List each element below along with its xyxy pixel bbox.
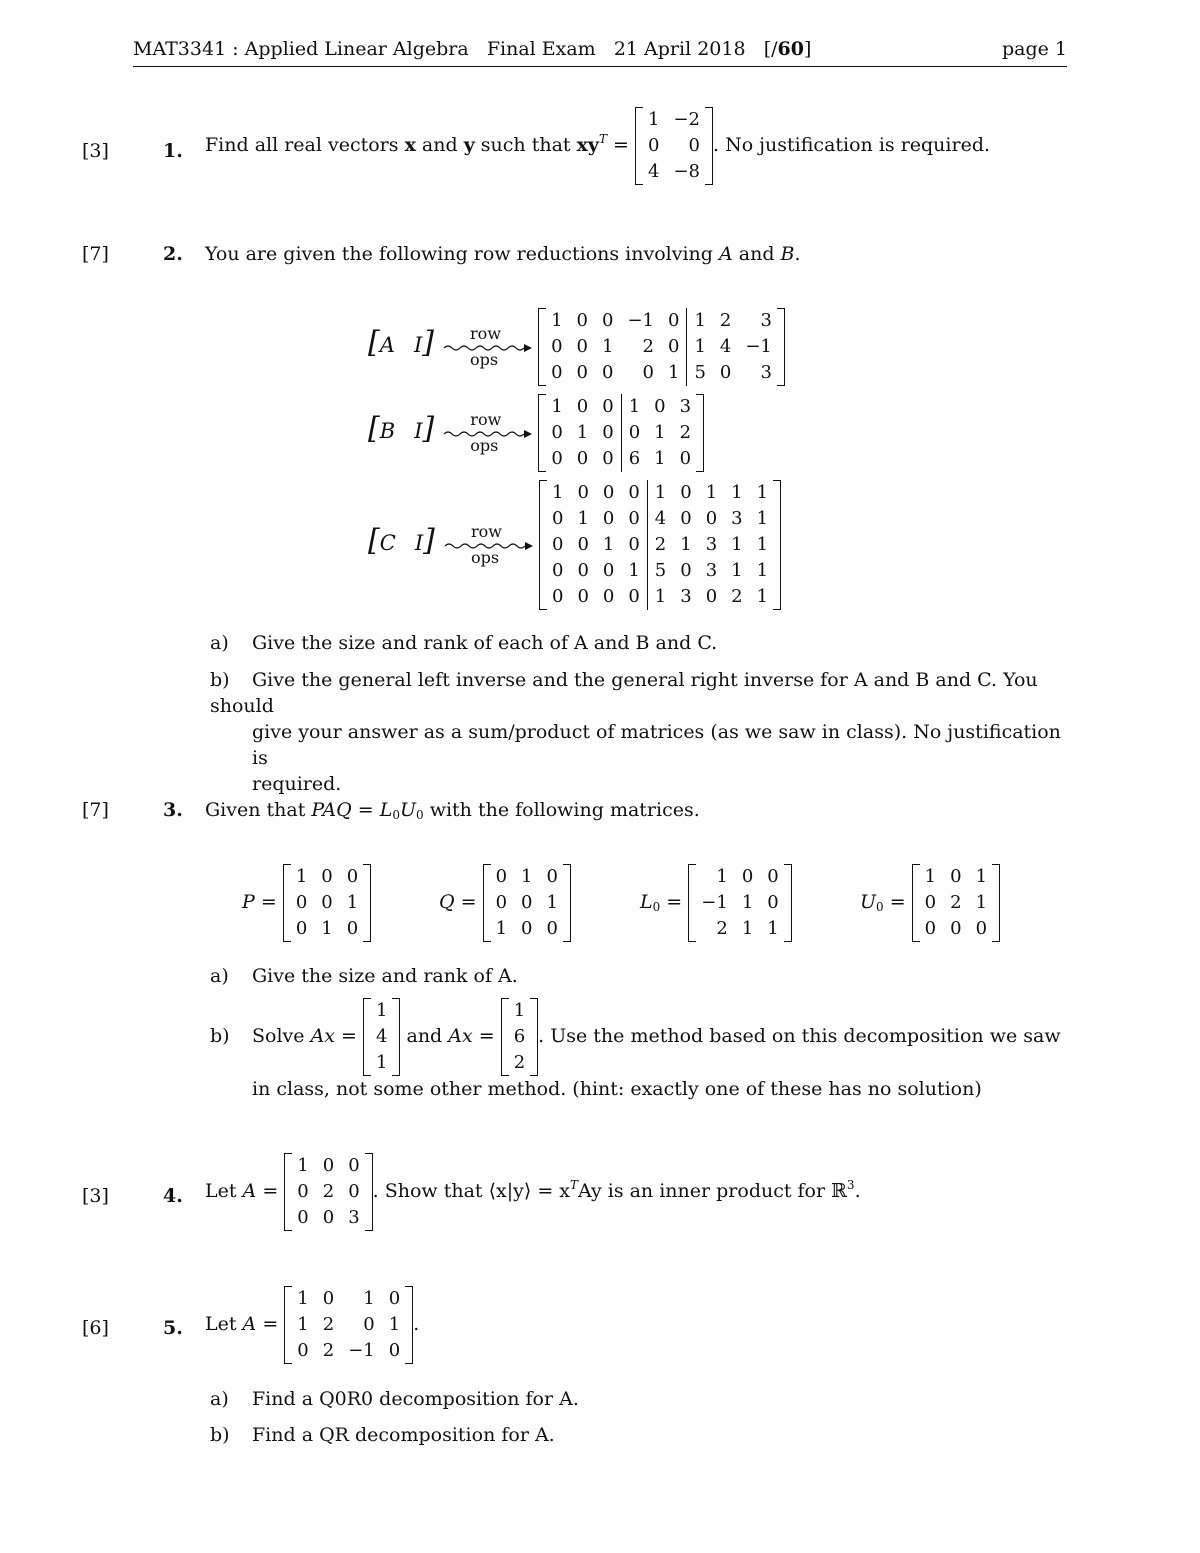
matrix-row xyxy=(641,107,707,133)
matrix-entry: 2 xyxy=(322,1181,335,1202)
matrix-row xyxy=(290,1312,407,1338)
matrix-entry: 0 xyxy=(705,586,718,607)
matrix-entry: 0 xyxy=(551,508,564,529)
matrix-entry: 1 xyxy=(297,1314,309,1335)
matrix-row xyxy=(641,133,707,159)
matrix-entry: 1 xyxy=(551,482,564,503)
matrix-entry: 1 xyxy=(363,1288,375,1309)
bracket-right xyxy=(777,308,785,386)
matrix-entry: 0 xyxy=(741,866,754,887)
bracket-left xyxy=(538,308,546,386)
matrix-entry: 0 xyxy=(297,1181,309,1202)
exam-title: Final Exam xyxy=(486,38,596,60)
matrix-entry: 0 xyxy=(322,1207,335,1228)
matrix-entry: 1 xyxy=(756,508,769,529)
matrix-row xyxy=(694,890,785,916)
matrix-entry: 0 xyxy=(495,892,508,913)
matrix-entry: 0 xyxy=(322,1155,335,1176)
matrix-entry: 0 xyxy=(667,310,680,331)
q1-statement: Find all real vectors x and y such that $xy^T$ = 1 −2 0 0 4 −8 . No justification is required. xyxy=(205,107,990,185)
q3-part-b-line2: in class, not some other method. (hint: exactly one of these has no solution) xyxy=(252,1078,982,1100)
matrix-row xyxy=(545,584,775,610)
matrix-entry: 1 xyxy=(495,918,508,939)
matrix-entry: 3 xyxy=(760,310,772,331)
header-course-info xyxy=(133,38,811,60)
matrix-entry: 0 xyxy=(521,918,533,939)
matrix-entry: 0 xyxy=(601,310,614,331)
matrix-row xyxy=(290,1153,366,1179)
matrix-row xyxy=(918,864,994,890)
matrix-entry: 0 xyxy=(576,362,588,383)
matrix-entry: 0 xyxy=(546,866,558,887)
bracket-left xyxy=(539,480,547,610)
bracket-left xyxy=(483,864,491,942)
matrix-entry: 1 xyxy=(376,1000,388,1021)
matrix-entry: 1 xyxy=(321,918,333,939)
matrix-entry: 2 xyxy=(950,892,962,913)
matrix-B-reduced xyxy=(538,394,704,472)
bracket-right xyxy=(405,1286,413,1364)
bracket-left xyxy=(284,1286,292,1364)
matrix-entry: 0 xyxy=(321,866,333,887)
matrix-entry: 1 xyxy=(731,482,743,503)
matrix-entry: 0 xyxy=(551,560,564,581)
matrix-entry: 0 xyxy=(495,866,508,887)
matrix-entry: 1 xyxy=(647,109,660,130)
matrix-entry: 1 xyxy=(521,866,533,887)
matrix-entry: 0 xyxy=(521,892,533,913)
q3-part-b: b) Solve Ax = 1 4 1 and Ax = 1 6 2 . Use the method based on this decomposition we saw xyxy=(210,998,1061,1076)
bracket-right xyxy=(563,864,571,942)
matrix-entry: 3 xyxy=(680,586,692,607)
matrix-row xyxy=(918,916,994,942)
q5-matrix xyxy=(284,1286,413,1364)
matrix-row xyxy=(289,890,365,916)
matrix-entry: 0 xyxy=(679,448,692,469)
matrix-entry: 1 xyxy=(654,448,666,469)
bracket-left xyxy=(688,864,696,942)
matrix-entry: 1 xyxy=(297,1155,309,1176)
q4-statement: Let A = 1 0 0 0 2 0 0 0 3 . Show that ⟨x|y⟩ = $x^TAy$ is an inner product for ℝ$^3$. xyxy=(205,1153,861,1231)
q2-part-a: a) Give the size and rank of each of A and B and C. xyxy=(210,632,718,654)
matrix-entry: 4 xyxy=(376,1026,388,1047)
q2-points: [7] xyxy=(82,243,109,265)
matrix-row xyxy=(289,864,365,890)
matrix-entry: 1 xyxy=(297,1288,309,1309)
matrix-entry: 1 xyxy=(756,586,769,607)
matrix-row xyxy=(507,1050,532,1076)
matrix-row xyxy=(544,308,779,334)
q3-points: [7] xyxy=(82,799,109,821)
matrix-entry: 0 xyxy=(551,586,564,607)
matrix-entry: 1 xyxy=(577,508,589,529)
matrix-entry: 1 xyxy=(346,892,359,913)
matrix-entry: 1 xyxy=(388,1314,401,1335)
row-reduction-A: [A I] row ops 1 0 0 −1 0 1 2 3 0 0 1 2 0 1 4 −1 0 0 0 0 1 5 0 3 xyxy=(368,308,785,386)
matrix-entry: 0 xyxy=(924,892,937,913)
matrix-entry: 0 xyxy=(680,508,692,529)
matrix-row xyxy=(544,420,698,446)
row-ops-arrow-icon: row ops xyxy=(440,408,532,458)
matrix-row xyxy=(507,1024,532,1050)
exam-total: [/60] xyxy=(763,38,812,60)
q3-number: 3. xyxy=(163,799,183,821)
matrix-entry: 5 xyxy=(647,558,673,584)
matrix-entry: 1 xyxy=(716,866,728,887)
bracket-left xyxy=(538,394,546,472)
matrix-entry: 2 xyxy=(719,310,732,331)
matrix-entry: 1 xyxy=(975,866,988,887)
matrix-row xyxy=(289,916,365,942)
q5-statement: Let A = 1 0 1 0 1 2 0 1 0 2 −1 0 . xyxy=(205,1286,419,1364)
matrix-entry: 6 xyxy=(621,446,647,472)
matrix-entry: 3 xyxy=(705,534,718,555)
matrix-entry: 1 xyxy=(756,560,769,581)
matrix-entry: 0 xyxy=(297,1207,309,1228)
matrix-entry: 0 xyxy=(546,918,558,939)
matrix-entry: 1 xyxy=(687,334,713,360)
q2-statement: You are given the following row reductions involving A and B. xyxy=(205,243,801,265)
matrix-entry: 2 xyxy=(642,336,654,357)
matrix-entry: 1 xyxy=(295,866,308,887)
matrix-entry: 0 xyxy=(602,508,615,529)
q4-number: 4. xyxy=(163,1185,183,1207)
matrix-entry: 0 xyxy=(601,362,614,383)
matrix-entry: 1 xyxy=(513,1000,526,1021)
matrix-row xyxy=(545,506,775,532)
matrix-row xyxy=(545,532,775,558)
matrix-entry: 1 xyxy=(767,918,779,939)
matrix-entry: −1 xyxy=(348,1340,375,1361)
matrix-row xyxy=(489,916,565,942)
matrix-entry: 0 xyxy=(295,918,308,939)
q3-matrix-L0: $L_0$ = 1 0 0 −1 1 0 2 1 1 xyxy=(640,864,792,942)
bracket-right xyxy=(696,394,704,472)
matrix-entry: 0 xyxy=(551,362,563,383)
row-reduction-B: [B I] row ops 1 0 0 1 0 3 0 1 0 0 1 2 0 0 0 6 1 0 xyxy=(368,394,704,472)
matrix-entry: −1 xyxy=(627,310,654,331)
matrix-row xyxy=(694,864,785,890)
course-title: MAT3341 : Applied Linear Algebra xyxy=(133,38,469,60)
matrix-entry: 1 xyxy=(741,892,754,913)
matrix-entry: 0 xyxy=(680,482,692,503)
matrix-entry: 2 xyxy=(716,918,728,939)
matrix-entry: 0 xyxy=(767,866,779,887)
bracket-right xyxy=(705,107,713,185)
matrix-entry: 3 xyxy=(760,362,772,383)
matrix-row xyxy=(290,1205,366,1231)
matrix-entry: 2 xyxy=(322,1340,335,1361)
matrix-entry: 4 xyxy=(647,161,660,182)
matrix-entry: 0 xyxy=(647,135,660,156)
matrix-entry: 0 xyxy=(551,422,563,443)
matrix-row xyxy=(507,998,532,1024)
matrix-entry: 2 xyxy=(731,586,743,607)
matrix-entry: 1 xyxy=(741,918,754,939)
matrix-entry: 0 xyxy=(348,1181,360,1202)
matrix-entry: 0 xyxy=(551,534,564,555)
q3-matrix-P: P = 1 0 0 0 0 1 0 1 0 xyxy=(242,864,371,942)
matrix-row xyxy=(369,1024,394,1050)
matrix-entry: 0 xyxy=(576,310,588,331)
q1-matrix xyxy=(635,107,713,185)
matrix-entry: 0 xyxy=(602,560,615,581)
bracket-right xyxy=(363,864,371,942)
matrix-entry: −2 xyxy=(673,109,700,130)
matrix-entry: 0 xyxy=(346,918,359,939)
matrix-entry: 0 xyxy=(628,586,640,607)
matrix-entry: 5 xyxy=(687,360,713,386)
q4-points: [3] xyxy=(82,1185,109,1207)
matrix-row xyxy=(489,890,565,916)
matrix-entry: 1 xyxy=(628,560,640,581)
matrix-entry: −1 xyxy=(701,892,728,913)
matrix-entry: 0 xyxy=(577,482,589,503)
bracket-right xyxy=(784,864,792,942)
matrix-entry: 1 xyxy=(705,482,718,503)
matrix-entry: 0 xyxy=(577,586,589,607)
matrix-entry: 2 xyxy=(679,422,692,443)
matrix-entry: −1 xyxy=(745,336,772,357)
q4-matrix xyxy=(284,1153,372,1231)
matrix-row xyxy=(544,360,779,386)
q3-part-a: a) Give the size and rank of A. xyxy=(210,965,518,987)
matrix-entry: 0 xyxy=(680,560,692,581)
matrix-row xyxy=(641,159,707,185)
matrix-entry: 0 xyxy=(322,1288,335,1309)
matrix-row xyxy=(369,998,394,1024)
bracket-left xyxy=(501,998,509,1076)
q1-number: 1. xyxy=(163,140,183,162)
matrix-entry: 0 xyxy=(576,448,589,469)
matrix-row xyxy=(369,1050,394,1076)
q5-points: [6] xyxy=(82,1317,109,1339)
row-ops-arrow-icon: row ops xyxy=(441,520,533,570)
matrix-entry: 1 xyxy=(731,534,743,555)
matrix-entry: 4 xyxy=(647,506,673,532)
q1-points: [3] xyxy=(82,140,109,162)
matrix-entry: 0 xyxy=(602,422,614,443)
matrix-entry: 1 xyxy=(756,482,769,503)
bracket-left xyxy=(363,998,371,1076)
matrix-entry: 0 xyxy=(654,396,666,417)
matrix-entry: 1 xyxy=(680,534,692,555)
matrix-entry: 1 xyxy=(551,310,563,331)
matrix-entry: 0 xyxy=(705,508,718,529)
bracket-left xyxy=(912,864,920,942)
matrix-entry: 1 xyxy=(687,308,713,334)
row-ops-arrow-icon: row ops xyxy=(440,322,532,372)
matrix-entry: 0 xyxy=(295,892,308,913)
matrix-entry: 0 xyxy=(388,1340,401,1361)
matrix-entry: 0 xyxy=(577,560,589,581)
matrix-entry: 1 xyxy=(647,480,673,506)
matrix-entry: 0 xyxy=(602,448,614,469)
matrix-entry: 0 xyxy=(628,534,640,555)
matrix-entry: 3 xyxy=(679,396,692,417)
matrix-entry: 1 xyxy=(731,560,743,581)
matrix-entry: 0 xyxy=(767,892,779,913)
matrix-entry: 1 xyxy=(654,422,666,443)
matrix-entry: 0 xyxy=(688,135,700,156)
matrix-row xyxy=(544,394,698,420)
matrix-entry: 4 xyxy=(719,336,732,357)
matrix-entry: 2 xyxy=(513,1052,526,1073)
page-header xyxy=(133,38,1067,67)
matrix-entry: 0 xyxy=(642,362,654,383)
matrix-row xyxy=(489,864,565,890)
bracket-left xyxy=(283,864,291,942)
matrix-entry: 0 xyxy=(667,336,680,357)
matrix-row xyxy=(545,480,775,506)
matrix-entry: 0 xyxy=(363,1314,375,1335)
q5-part-a: a) Find a Q0R0 decomposition for A. xyxy=(210,1388,579,1410)
matrix-entry: 1 xyxy=(601,336,614,357)
matrix-A-reduced xyxy=(538,308,785,386)
bracket-left xyxy=(635,107,643,185)
matrix-entry: 0 xyxy=(621,420,647,446)
matrix-entry: 0 xyxy=(551,448,563,469)
matrix-entry: 0 xyxy=(321,892,333,913)
bracket-left xyxy=(284,1153,292,1231)
matrix-entry: 1 xyxy=(647,584,673,610)
matrix-entry: 1 xyxy=(576,422,589,443)
matrix-entry: 0 xyxy=(950,918,962,939)
matrix-entry: 0 xyxy=(297,1340,309,1361)
q3-matrix-U0: $U_0$ = 1 0 1 0 2 1 0 0 0 xyxy=(860,864,1000,942)
matrix-entry: 1 xyxy=(975,892,988,913)
matrix-row xyxy=(544,334,779,360)
matrix-entry: 0 xyxy=(577,534,589,555)
matrix-entry: 0 xyxy=(602,586,615,607)
matrix-entry: 3 xyxy=(348,1207,360,1228)
bracket-right xyxy=(530,998,538,1076)
matrix-row xyxy=(290,1179,366,1205)
matrix-entry: 0 xyxy=(950,866,962,887)
matrix-entry: 1 xyxy=(756,534,769,555)
matrix-entry: 0 xyxy=(602,396,614,417)
matrix-C-reduced xyxy=(539,480,781,610)
matrix-row xyxy=(544,446,698,472)
matrix-row xyxy=(545,558,775,584)
matrix-entry: 1 xyxy=(602,534,615,555)
q5-number: 5. xyxy=(163,1317,183,1339)
matrix-entry: 2 xyxy=(322,1314,335,1335)
matrix-entry: 1 xyxy=(924,866,937,887)
matrix-entry: 0 xyxy=(551,336,563,357)
matrix-entry: 0 xyxy=(628,508,640,529)
bracket-right xyxy=(365,1153,373,1231)
matrix-entry: 0 xyxy=(602,482,615,503)
q2-number: 2. xyxy=(163,243,183,265)
bracket-right xyxy=(992,864,1000,942)
matrix-row xyxy=(290,1338,407,1364)
matrix-entry: 1 xyxy=(667,362,680,383)
bracket-right xyxy=(392,998,400,1076)
matrix-entry: 0 xyxy=(346,866,359,887)
matrix-entry: 0 xyxy=(388,1288,401,1309)
matrix-row xyxy=(694,916,785,942)
matrix-entry: 0 xyxy=(924,918,937,939)
matrix-entry: 1 xyxy=(546,892,558,913)
matrix-row xyxy=(290,1286,407,1312)
q5-part-b: b) Find a QR decomposition for A. xyxy=(210,1424,555,1446)
matrix-entry: 1 xyxy=(376,1052,388,1073)
q3-statement: Given that PAQ = $L_0U_0$ with the following matrices. xyxy=(205,799,700,822)
matrix-entry: −8 xyxy=(673,161,700,182)
matrix-entry: 2 xyxy=(647,532,673,558)
matrix-entry: 1 xyxy=(551,396,563,417)
matrix-entry: 3 xyxy=(705,560,718,581)
row-reduction-C: [C I] row ops 1 0 0 0 1 0 1 1 1 0 1 0 0 4 0 0 3 1 0 0 1 0 2 1 3 1 1 0 0 0 1 5 0 3 1 1 0 0 0 0 1 3 0 2 1 xyxy=(368,480,781,610)
page-number: page 1 xyxy=(1001,38,1067,60)
q3-matrix-Q: Q = 0 1 0 0 0 1 1 0 0 xyxy=(439,864,571,942)
matrix-entry: 0 xyxy=(719,362,732,383)
matrix-entry: 6 xyxy=(513,1026,526,1047)
matrix-entry: 0 xyxy=(576,336,588,357)
q2-part-b: b) Give the general left inverse and the general right inverse for A and B and C. You should give your answer as a sum/product of matrices (as we saw in class). No justification is required. xyxy=(210,669,1061,795)
matrix-entry: 0 xyxy=(576,396,589,417)
bracket-right xyxy=(773,480,781,610)
matrix-entry: 1 xyxy=(621,394,647,420)
matrix-entry: 3 xyxy=(731,508,743,529)
exam-date: 21 April 2018 xyxy=(613,38,746,60)
matrix-entry: 0 xyxy=(628,482,640,503)
matrix-row xyxy=(918,890,994,916)
matrix-entry: 0 xyxy=(348,1155,360,1176)
matrix-entry: 0 xyxy=(975,918,988,939)
